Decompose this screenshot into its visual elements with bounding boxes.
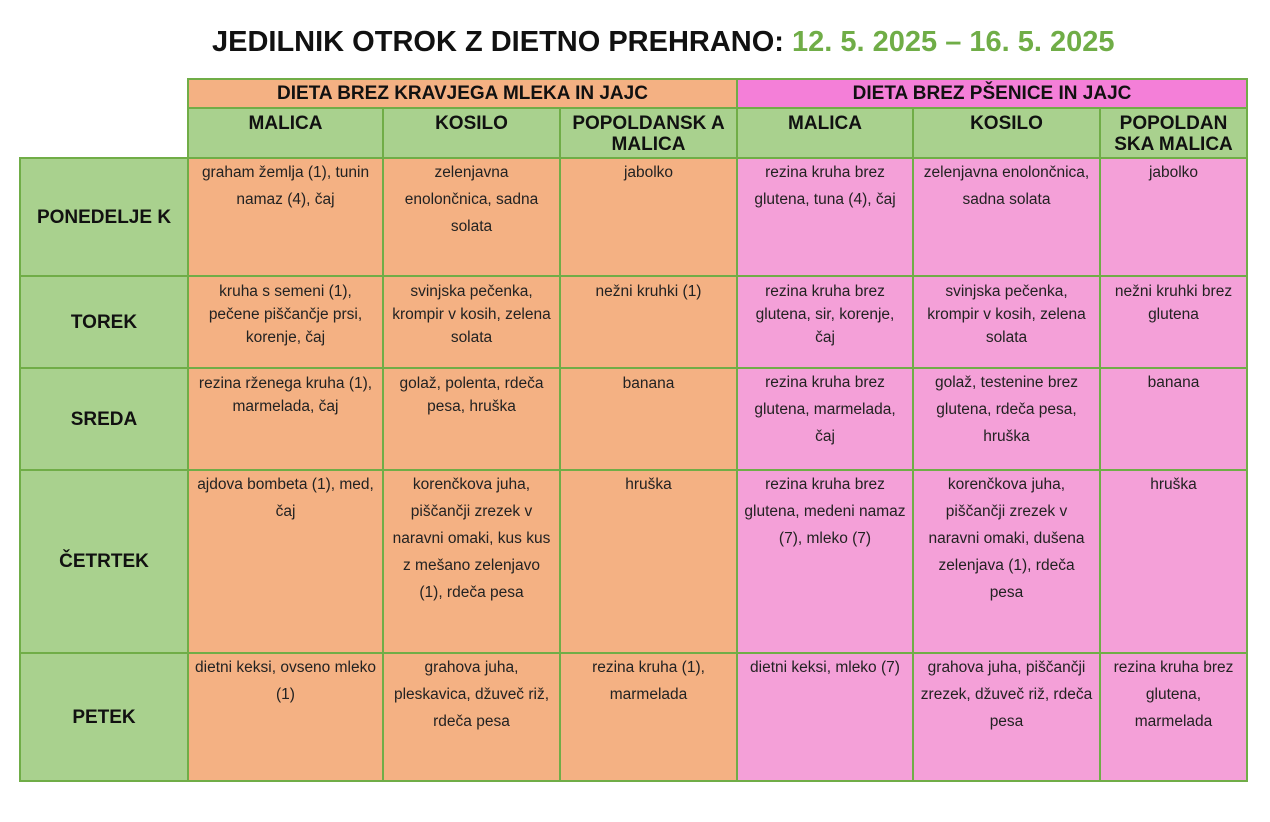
menu-cell: dietni keksi, ovseno mleko (1): [188, 653, 383, 781]
menu-cell: korenčkova juha, piščančji zrezek v naravni omaki, kus kus z mešano zelenjavo (1), rdeča pesa: [383, 470, 560, 653]
day-label: SREDA: [20, 368, 188, 470]
diet-header-no-milk-eggs: DIETA BREZ KRAVJEGA MLEKA IN JAJC: [188, 79, 737, 108]
menu-cell: zelenjavna enolončnica, sadna solata: [383, 158, 560, 276]
page-title: [0, 26, 1270, 59]
meal-header: MALICA: [188, 108, 383, 158]
menu-cell: korenčkova juha, piščančji zrezek v naravni omaki, dušena zelenjava (1), rdeča pesa: [913, 470, 1100, 653]
table-row: [20, 368, 1247, 470]
menu-cell: ajdova bombeta (1), med, čaj: [188, 470, 383, 653]
title-main: JEDILNIK OTROK Z DIETNO PREHRANO:: [212, 26, 784, 58]
table-row: [20, 653, 1247, 781]
meal-header: POPOLDANSK A MALICA: [560, 108, 737, 158]
corner-blank: [20, 79, 188, 108]
day-label: TOREK: [20, 276, 188, 368]
menu-cell: kruha s semeni (1), pečene piščančje prsi, korenje, čaj: [188, 276, 383, 368]
menu-cell: hruška: [560, 470, 737, 653]
menu-cell: nežni kruhki (1): [560, 276, 737, 368]
menu-cell: svinjska pečenka, krompir v kosih, zelena solata: [383, 276, 560, 368]
diet-header-no-wheat-eggs: DIETA BREZ PŠENICE IN JAJC: [737, 79, 1247, 108]
menu-cell: rezina kruha brez glutena, sir, korenje, čaj: [737, 276, 913, 368]
menu-cell: rezina kruha brez glutena, marmelada, čaj: [737, 368, 913, 470]
menu-cell: grahova juha, piščančji zrezek, džuveč riž, rdeča pesa: [913, 653, 1100, 781]
menu-cell: golaž, polenta, rdeča pesa, hruška: [383, 368, 560, 470]
meal-header: KOSILO: [913, 108, 1100, 158]
menu-cell: banana: [1100, 368, 1247, 470]
menu-cell: svinjska pečenka, krompir v kosih, zelena solata: [913, 276, 1100, 368]
menu-cell: zelenjavna enolončnica, sadna solata: [913, 158, 1100, 276]
meal-header: POPOLDAN SKA MALICA: [1100, 108, 1247, 158]
menu-cell: rezina kruha brez glutena, tuna (4), čaj: [737, 158, 913, 276]
menu-cell: grahova juha, pleskavica, džuveč riž, rdeča pesa: [383, 653, 560, 781]
menu-table: [19, 78, 1248, 782]
day-label: PONEDELJE K: [20, 158, 188, 276]
day-label: ČETRTEK: [20, 470, 188, 653]
menu-cell: jabolko: [560, 158, 737, 276]
menu-cell: banana: [560, 368, 737, 470]
menu-cell: dietni keksi, mleko (7): [737, 653, 913, 781]
meal-header: MALICA: [737, 108, 913, 158]
menu-cell: jabolko: [1100, 158, 1247, 276]
menu-cell: nežni kruhki brez glutena: [1100, 276, 1247, 368]
corner-blank-2: [20, 108, 188, 158]
title-dates: 12. 5. 2025 – 16. 5. 2025: [792, 26, 1115, 58]
table-row: [20, 158, 1247, 276]
menu-cell: rezina kruha brez glutena, medeni namaz (7), mleko (7): [737, 470, 913, 653]
menu-cell: golaž, testenine brez glutena, rdeča pesa, hruška: [913, 368, 1100, 470]
table-row: [20, 276, 1247, 368]
day-label: PETEK: [20, 653, 188, 781]
menu-cell: rezina kruha brez glutena, marmelada: [1100, 653, 1247, 781]
menu-cell: rezina rženega kruha (1), marmelada, čaj: [188, 368, 383, 470]
menu-cell: graham žemlja (1), tunin namaz (4), čaj: [188, 158, 383, 276]
menu-cell: rezina kruha (1), marmelada: [560, 653, 737, 781]
menu-cell: hruška: [1100, 470, 1247, 653]
meal-header: KOSILO: [383, 108, 560, 158]
table-row: [20, 470, 1247, 653]
